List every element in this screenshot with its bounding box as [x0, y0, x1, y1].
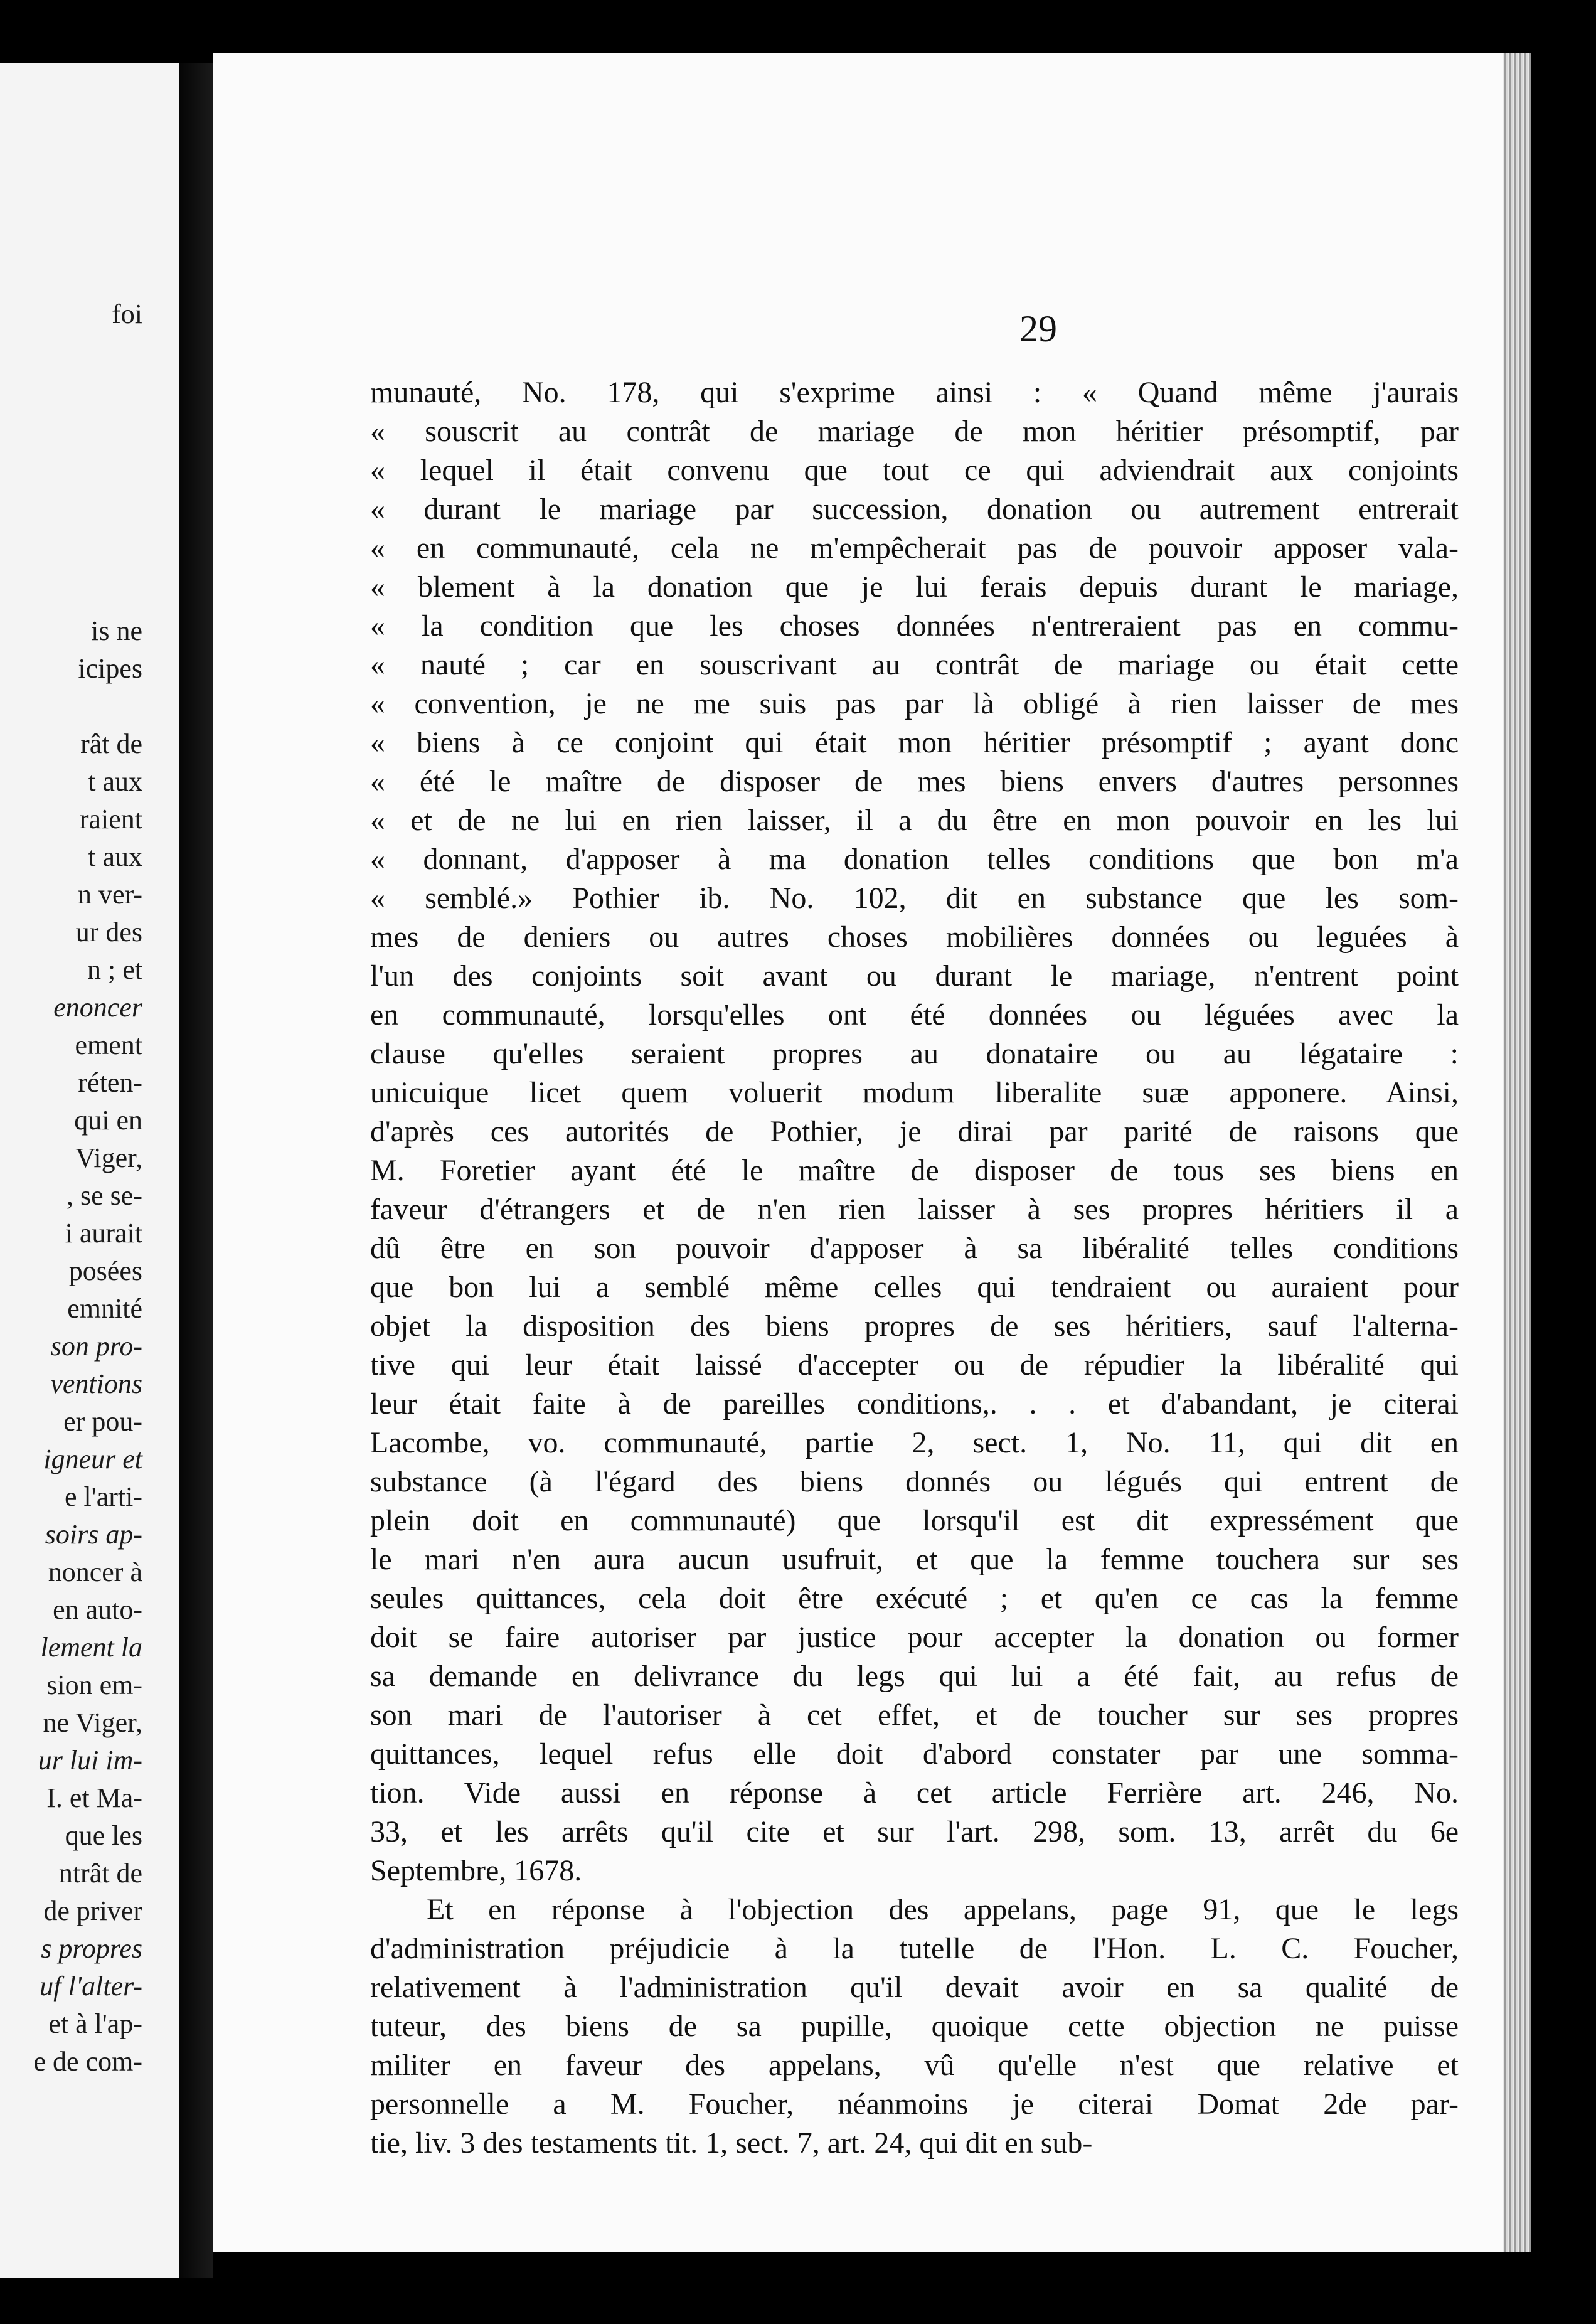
- text-line: l'un des conjoints soit avant ou durant le mariage, n'entrent point: [370, 959, 1459, 993]
- text-line: « la condition que les choses données n'entreraient pas en commu-: [370, 609, 1459, 642]
- facing-page-line: ur des: [75, 917, 142, 947]
- facing-page-line: s propres: [41, 1933, 142, 1964]
- text-line: objet la disposition des biens propres de ses héritiers, sauf l'alterna-: [370, 1309, 1459, 1343]
- text-line: plein doit en communauté) que lorsqu'il est dit expressément que: [370, 1504, 1459, 1537]
- facing-page-line: posées: [68, 1255, 142, 1286]
- text-line: en communauté, lorsqu'elles ont été données ou léguées avec la: [370, 998, 1459, 1031]
- text-line: « en communauté, cela ne m'empêcherait pas de pouvoir apposer vala-: [370, 531, 1459, 565]
- facing-page-line: is ne: [91, 616, 142, 646]
- text-line: faveur d'étrangers et de n'en rien laisser à ses propres héritiers il a: [370, 1193, 1459, 1226]
- facing-page-line: , se se-: [66, 1180, 142, 1211]
- text-line: tie, liv. 3 des testaments tit. 1, sect. 7, art. 24, qui dit en sub-: [370, 2126, 1093, 2160]
- facing-page-line: ntrât de: [58, 1858, 142, 1889]
- text-line: munauté, No. 178, qui s'exprime ainsi : « Quand même j'aurais: [370, 376, 1459, 409]
- facing-page-line: icipes: [78, 653, 142, 684]
- facing-page-line: emnité: [67, 1293, 142, 1324]
- text-line: leur était faite à de pareilles conditions,. . . et d'abandant, je citerai: [370, 1387, 1459, 1421]
- text-line: doit se faire autoriser par justice pour accepter la donation ou former: [370, 1621, 1459, 1654]
- facing-page-line: er pou-: [63, 1406, 142, 1437]
- text-line: seules quittances, cela doit être exécuté ; et qu'en ce cas la femme: [370, 1582, 1459, 1615]
- facing-page-line: et à l'ap-: [48, 2008, 142, 2039]
- text-line: 33, et les arrêts qu'il cite et sur l'art. 298, som. 13, arrêt du 6e: [370, 1815, 1459, 1848]
- facing-page-line: ventions: [50, 1368, 142, 1399]
- facing-page-line: t aux: [88, 841, 142, 872]
- text-line: son mari de l'autoriser à cet effet, et de toucher sur ses propres: [370, 1698, 1459, 1732]
- text-line: « donnant, d'apposer à ma donation telles conditions que bon m'a: [370, 843, 1459, 876]
- facing-page-line: t aux: [88, 766, 142, 797]
- facing-page-line: igneur et: [43, 1444, 142, 1474]
- facing-page-line: que les: [65, 1820, 142, 1851]
- text-line: « lequel il était convenu que tout ce qui adviendrait aux conjoints: [370, 454, 1459, 487]
- text-line: « nauté ; car en souscrivant au contrât de mariage ou était cette: [370, 648, 1459, 681]
- text-line: militer en faveur des appelans, vû qu'elle n'est que relative et: [370, 2049, 1459, 2082]
- text-line: « durant le mariage par succession, donation ou autrement entrerait: [370, 493, 1459, 526]
- text-line: clause qu'elles seraient propres au donataire ou au légataire :: [370, 1037, 1459, 1070]
- text-line: Et en réponse à l'objection des appelans, page 91, que le legs: [427, 1893, 1459, 1926]
- text-line: « semblé.» Pothier ib. No. 102, dit en substance que les som-: [370, 882, 1459, 915]
- facing-page-line: son pro-: [50, 1331, 142, 1362]
- facing-page-line: e de com-: [33, 2046, 142, 2077]
- text-line: M. Foretier ayant été le maître de disposer de tous ses biens en: [370, 1154, 1459, 1187]
- text-line: substance (à l'égard des biens donnés ou légués qui entrent de: [370, 1465, 1459, 1498]
- facing-page-line: Viger,: [75, 1143, 142, 1173]
- facing-page-line: ur lui im-: [38, 1745, 142, 1776]
- text-line: Septembre, 1678.: [370, 1854, 582, 1887]
- text-line: unicuique licet quem voluerit modum liberalite suæ apponere. Ainsi,: [370, 1076, 1459, 1109]
- text-line: d'administration préjudicie à la tutelle de l'Hon. L. C. Foucher,: [370, 1932, 1459, 1965]
- book-gutter: [179, 63, 213, 2278]
- facing-page-line: ement: [75, 1030, 142, 1060]
- text-line: quittances, lequel refus elle doit d'abord constater par une somma-: [370, 1737, 1459, 1771]
- text-line: tion. Vide aussi en réponse à cet article Ferrière art. 246, No.: [370, 1776, 1459, 1810]
- text-line: tive qui leur était laissé d'accepter ou de répudier la libéralité qui: [370, 1348, 1459, 1382]
- text-line: « souscrit au contrât de mariage de mon héritier présomptif, par: [370, 415, 1459, 448]
- facing-page-line: n ; et: [87, 954, 142, 985]
- facing-page-line: lement la: [40, 1632, 142, 1663]
- facing-page-line: soirs ap-: [45, 1519, 142, 1550]
- main-page: [213, 53, 1503, 2252]
- facing-page-line: ne Viger,: [43, 1707, 142, 1738]
- facing-page-line: uf l'alter-: [40, 1971, 142, 2002]
- text-line: le mari n'en aura aucun usufruit, et que la femme touchera sur ses: [370, 1543, 1459, 1576]
- facing-page-line: réten-: [78, 1067, 142, 1098]
- facing-page-line: rât de: [80, 728, 142, 759]
- page-number: 29: [1019, 308, 1057, 349]
- facing-page-line: enoncer: [53, 992, 142, 1023]
- facing-page-line: de priver: [43, 1895, 142, 1926]
- facing-page-line: i aurait: [65, 1218, 142, 1249]
- facing-page-line: qui en: [74, 1105, 142, 1136]
- text-line: « convention, je ne me suis pas par là obligé à rien laisser de mes: [370, 687, 1459, 720]
- facing-page: [0, 63, 180, 2278]
- text-line: Lacombe, vo. communauté, partie 2, sect. 1, No. 11, qui dit en: [370, 1426, 1459, 1459]
- text-line: « blement à la donation que je lui ferais depuis durant le mariage,: [370, 570, 1459, 604]
- facing-page-line: I. et Ma-: [46, 1783, 142, 1813]
- facing-page-line: raient: [79, 804, 142, 834]
- text-line: mes de deniers ou autres choses mobilières données ou leguées à: [370, 920, 1459, 954]
- facing-page-line: noncer à: [48, 1557, 142, 1587]
- text-line: personnelle a M. Foucher, néanmoins je citerai Domat 2de par-: [370, 2087, 1459, 2121]
- text-line: tuteur, des biens de sa pupille, quoique cette objection ne puisse: [370, 2010, 1459, 2043]
- text-line: « biens à ce conjoint qui était mon héritier présomptif ; ayant donc: [370, 726, 1459, 759]
- text-line: « et de ne lui en rien laisser, il a du être en mon pouvoir en les lui: [370, 804, 1459, 837]
- text-line: relativement à l'administration qu'il devait avoir en sa qualité de: [370, 1971, 1459, 2004]
- facing-page-line: e l'arti-: [65, 1481, 142, 1512]
- page-edges: [1503, 53, 1531, 2252]
- facing-page-line: n ver-: [78, 879, 142, 910]
- facing-page-line: foi: [112, 299, 142, 329]
- text-line: sa demande en delivrance du legs qui lui a été fait, au refus de: [370, 1660, 1459, 1693]
- text-line: que bon lui a semblé même celles qui tendraient ou auraient pour: [370, 1271, 1459, 1304]
- facing-page-line: sion em-: [46, 1670, 142, 1700]
- text-line: dû être en son pouvoir d'apposer à sa libéralité telles conditions: [370, 1232, 1459, 1265]
- text-line: d'après ces autorités de Pothier, je dirai par parité de raisons que: [370, 1115, 1459, 1148]
- text-line: « été le maître de disposer de mes biens envers d'autres personnes: [370, 765, 1459, 798]
- body-text: [370, 373, 1459, 2163]
- facing-page-line: en auto-: [53, 1594, 142, 1625]
